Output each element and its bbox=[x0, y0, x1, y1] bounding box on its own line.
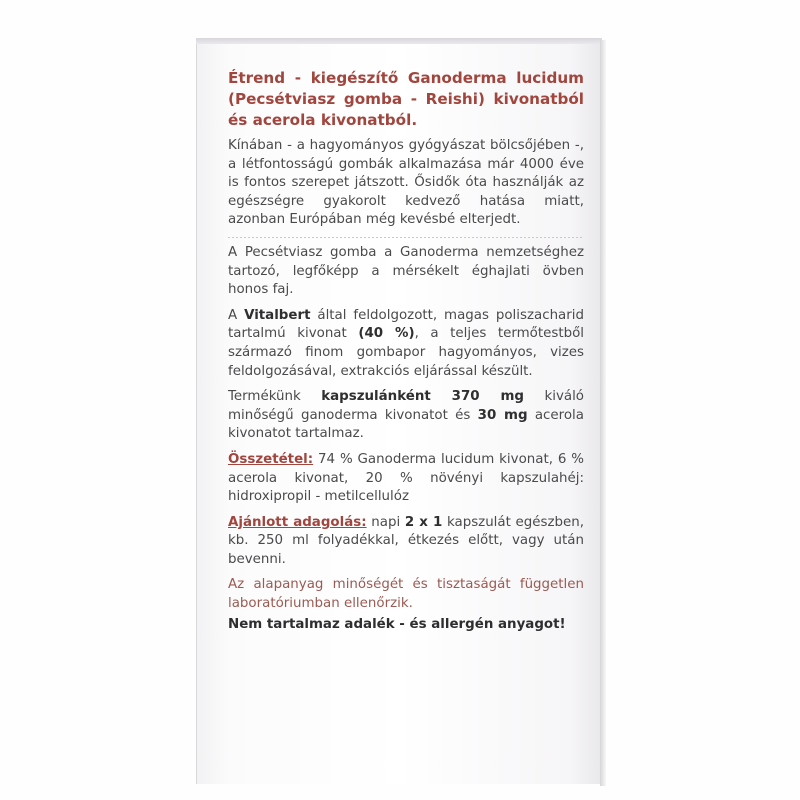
species-paragraph: A Pecsétviasz gomba a Ganoderma nemzetséghez tartozó, legfőképp a mérsékelt éghajlati övben honos faj. bbox=[228, 244, 584, 298]
divider bbox=[228, 237, 584, 238]
dosage-paragraph bbox=[228, 514, 584, 570]
quality-note: Az alapanyag minőségét és tisztaságát független laboratóriumban ellenőrzik. bbox=[228, 577, 584, 612]
content-text: acerola kivonatot tartalmaz. bbox=[228, 407, 584, 442]
box-shadow bbox=[600, 40, 606, 786]
capsule-amount: kapszulánként 370 mg bbox=[321, 389, 525, 405]
extract-percent: (40 %) bbox=[358, 326, 415, 342]
product-label bbox=[228, 68, 584, 634]
content-paragraph bbox=[228, 388, 584, 444]
dosage-heading: Ajánlott adagolás: bbox=[228, 514, 367, 530]
content-text: kiváló minőségű ganoderma kivonatot és bbox=[228, 389, 584, 423]
composition-text: 74 % Ganoderma lucidum kivonat, 6 % acerola kivonat, 20 % növényi kapszulahéj: hidroxipropil - metilcellulóz bbox=[228, 451, 584, 505]
acerola-amount: 30 mg bbox=[477, 407, 528, 423]
intro-paragraph: Kínában - a hagyományos gyógyászat bölcsőjében -, a létfontosságú gombák alkalmazása már 4000 éve is fontos szerepet játszott. Ősidők óta használják az egészségre gyakorolt kedvező hatása miatt, azonban Európában még kevésbé elterjedt. bbox=[228, 138, 584, 228]
brand-name: Vitalbert bbox=[244, 307, 311, 323]
dosage-text: napi bbox=[366, 514, 405, 530]
content-text: Termékünk bbox=[228, 389, 322, 405]
dosage-amount: 2 x 1 bbox=[404, 514, 443, 530]
processing-text: , a teljes termőtestből származó finom gombapor hagyományos, vizes feldolgozásával, extrakciós eljárással készült. bbox=[228, 326, 585, 379]
processing-text: által feldolgozott, magas poliszacharid tartalmú kivonat bbox=[228, 307, 584, 342]
product-title: Étrend - kiegészítő Ganoderma lucidum (Pecsétviasz gomba - Reishi) kivonatból és acerola kivonatból. bbox=[228, 69, 584, 129]
allergen-warning: Nem tartalmaz adalék - és allergén anyagot! bbox=[228, 616, 566, 632]
composition-heading: Összetétel: bbox=[228, 451, 314, 467]
processing-paragraph bbox=[228, 307, 584, 381]
composition-paragraph bbox=[228, 451, 584, 507]
dosage-text: kapszulát egészben, kb. 250 ml folyadékkal, étkezés előtt, vagy után bevenni. bbox=[228, 514, 584, 567]
processing-text: A bbox=[228, 307, 245, 323]
